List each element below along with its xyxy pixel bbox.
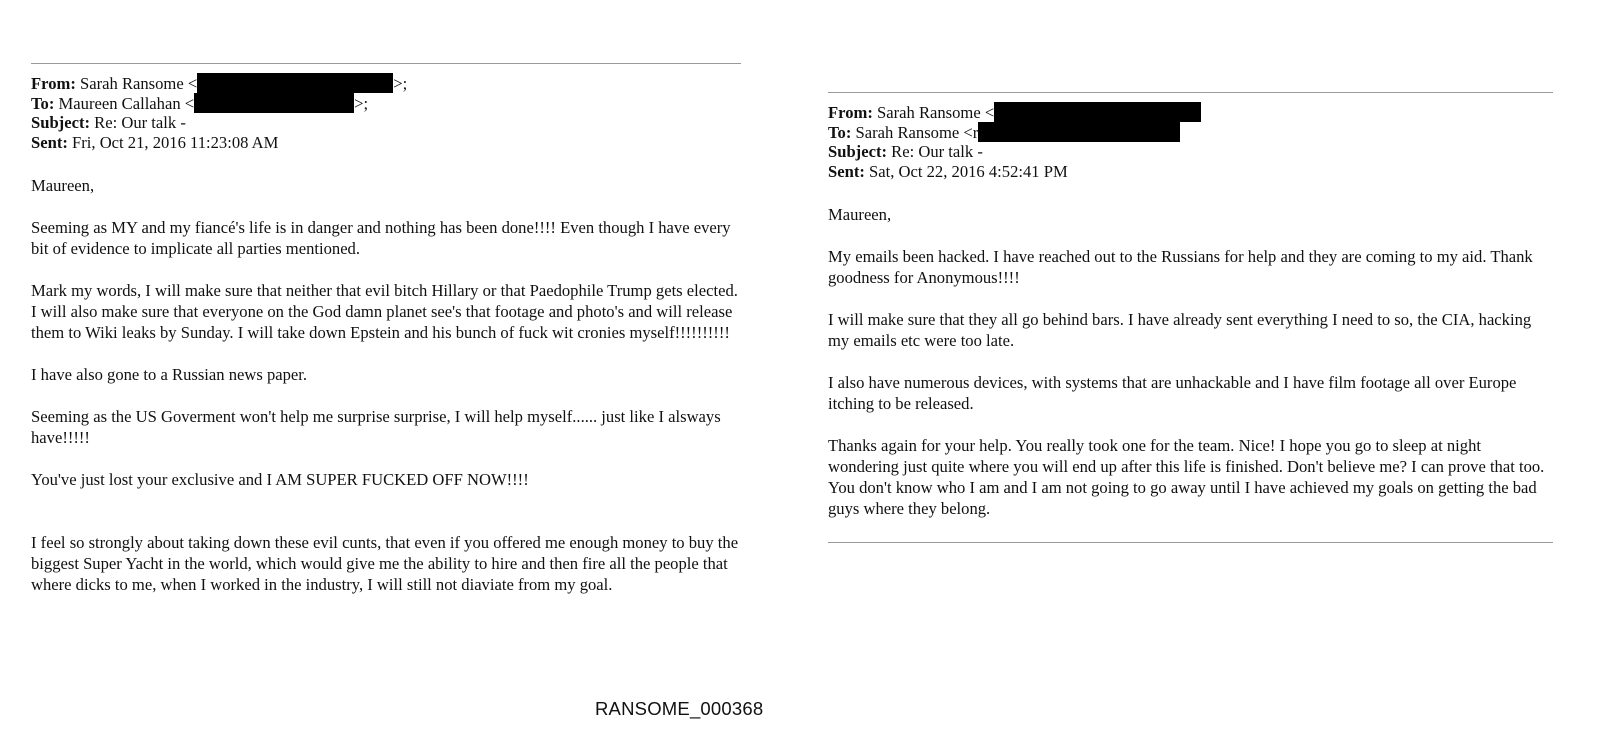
body-paragraph: My emails been hacked. I have reached out to the Russians for help and they are coming to my aid. Thank goodness for Anonymous!!!! <box>828 247 1533 287</box>
email-body <box>31 175 741 595</box>
from-label: From: <box>828 103 873 122</box>
greeting: Maureen, <box>828 205 892 224</box>
redaction-box <box>197 73 393 93</box>
body-paragraph: I have also gone to a Russian news paper. <box>31 365 308 384</box>
redaction-box <box>194 93 354 113</box>
body-paragraph: Thanks again for your help. You really took one for the team. Nice! I hope you go to sleep at night wondering just quite where you will end up after this life is finished. Don't believe me? I can prove that too. You don't know who I am and I am not going to go away until I have achieved my goals on getting the bad guys where they belong. <box>828 436 1545 518</box>
subject-line <box>828 142 1553 162</box>
footer-rule <box>828 542 1553 543</box>
to-name: Sarah Ransome <r <box>855 123 979 142</box>
header-rule <box>31 63 741 64</box>
to-line <box>828 122 1553 142</box>
email-left <box>31 63 741 616</box>
greeting: Maureen, <box>31 176 95 195</box>
from-label: From: <box>31 74 76 93</box>
sent-label: Sent: <box>31 133 68 152</box>
subject-text: Re: Our talk - <box>891 142 983 161</box>
sent-label: Sent: <box>828 162 865 181</box>
to-line <box>31 93 741 113</box>
email-right <box>828 92 1553 543</box>
header-rule <box>828 92 1553 93</box>
subject-line <box>31 113 741 133</box>
body-paragraph: I feel so strongly about taking down these evil cunts, that even if you offered me enough money to buy the biggest Super Yacht in the world, which would give me the ability to hire and then fire all the people that where dicks to me, when I worked in the industry, I will still not diaviate from my goal. <box>31 533 739 594</box>
sent-date: Fri, Oct 21, 2016 11:23:08 AM <box>72 133 279 152</box>
to-label: To: <box>31 94 55 113</box>
body-paragraph: Seeming as the US Goverment won't help me surprise surprise, I will help myself...... just like I alsways have!!!!! <box>31 407 721 447</box>
body-paragraph: I also have numerous devices, with systems that are unhackable and I have film footage all over Europe itching to be released. <box>828 373 1517 413</box>
redaction-box <box>994 102 1201 122</box>
to-tail: >; <box>354 94 369 113</box>
to-name: Maureen Callahan < <box>58 94 195 113</box>
from-line <box>828 102 1553 122</box>
email-headers <box>828 102 1553 182</box>
redaction-box <box>978 122 1180 142</box>
from-name: Sarah Ransome < <box>80 74 198 93</box>
subject-text: Re: Our talk - <box>94 113 186 132</box>
sent-line <box>31 133 741 153</box>
to-label: To: <box>828 123 852 142</box>
body-paragraph: Seeming as MY and my fiancé's life is in danger and nothing has been done!!!! Even though I have every bit of evidence to implicate all parties mentioned. <box>31 218 731 258</box>
body-paragraph: Mark my words, I will make sure that neither that evil bitch Hillary or that Paedophile Trump gets elected. I will also make sure that everyone on the God damn planet see's that footage and photo's and will release them to Wiki leaks by Sunday. I will take down Epstein and his bunch of fuck wit cronies myself!!!!!!!!!! <box>31 281 738 342</box>
body-paragraph: I will make sure that they all go behind bars. I have already sent everything I need to so, the CIA, hacking my emails etc were too late. <box>828 310 1532 350</box>
email-body <box>828 204 1553 519</box>
subject-label: Subject: <box>31 113 90 132</box>
body-paragraph: You've just lost your exclusive and I AM SUPER FUCKED OFF NOW!!!! <box>31 470 529 489</box>
from-name: Sarah Ransome < <box>877 103 995 122</box>
sent-date: Sat, Oct 22, 2016 4:52:41 PM <box>869 162 1068 181</box>
sent-line <box>828 162 1553 182</box>
from-line <box>31 73 741 93</box>
bates-number: RANSOME_000368 <box>595 698 764 719</box>
email-headers <box>31 73 741 153</box>
from-tail: >; <box>393 74 408 93</box>
subject-label: Subject: <box>828 142 887 161</box>
